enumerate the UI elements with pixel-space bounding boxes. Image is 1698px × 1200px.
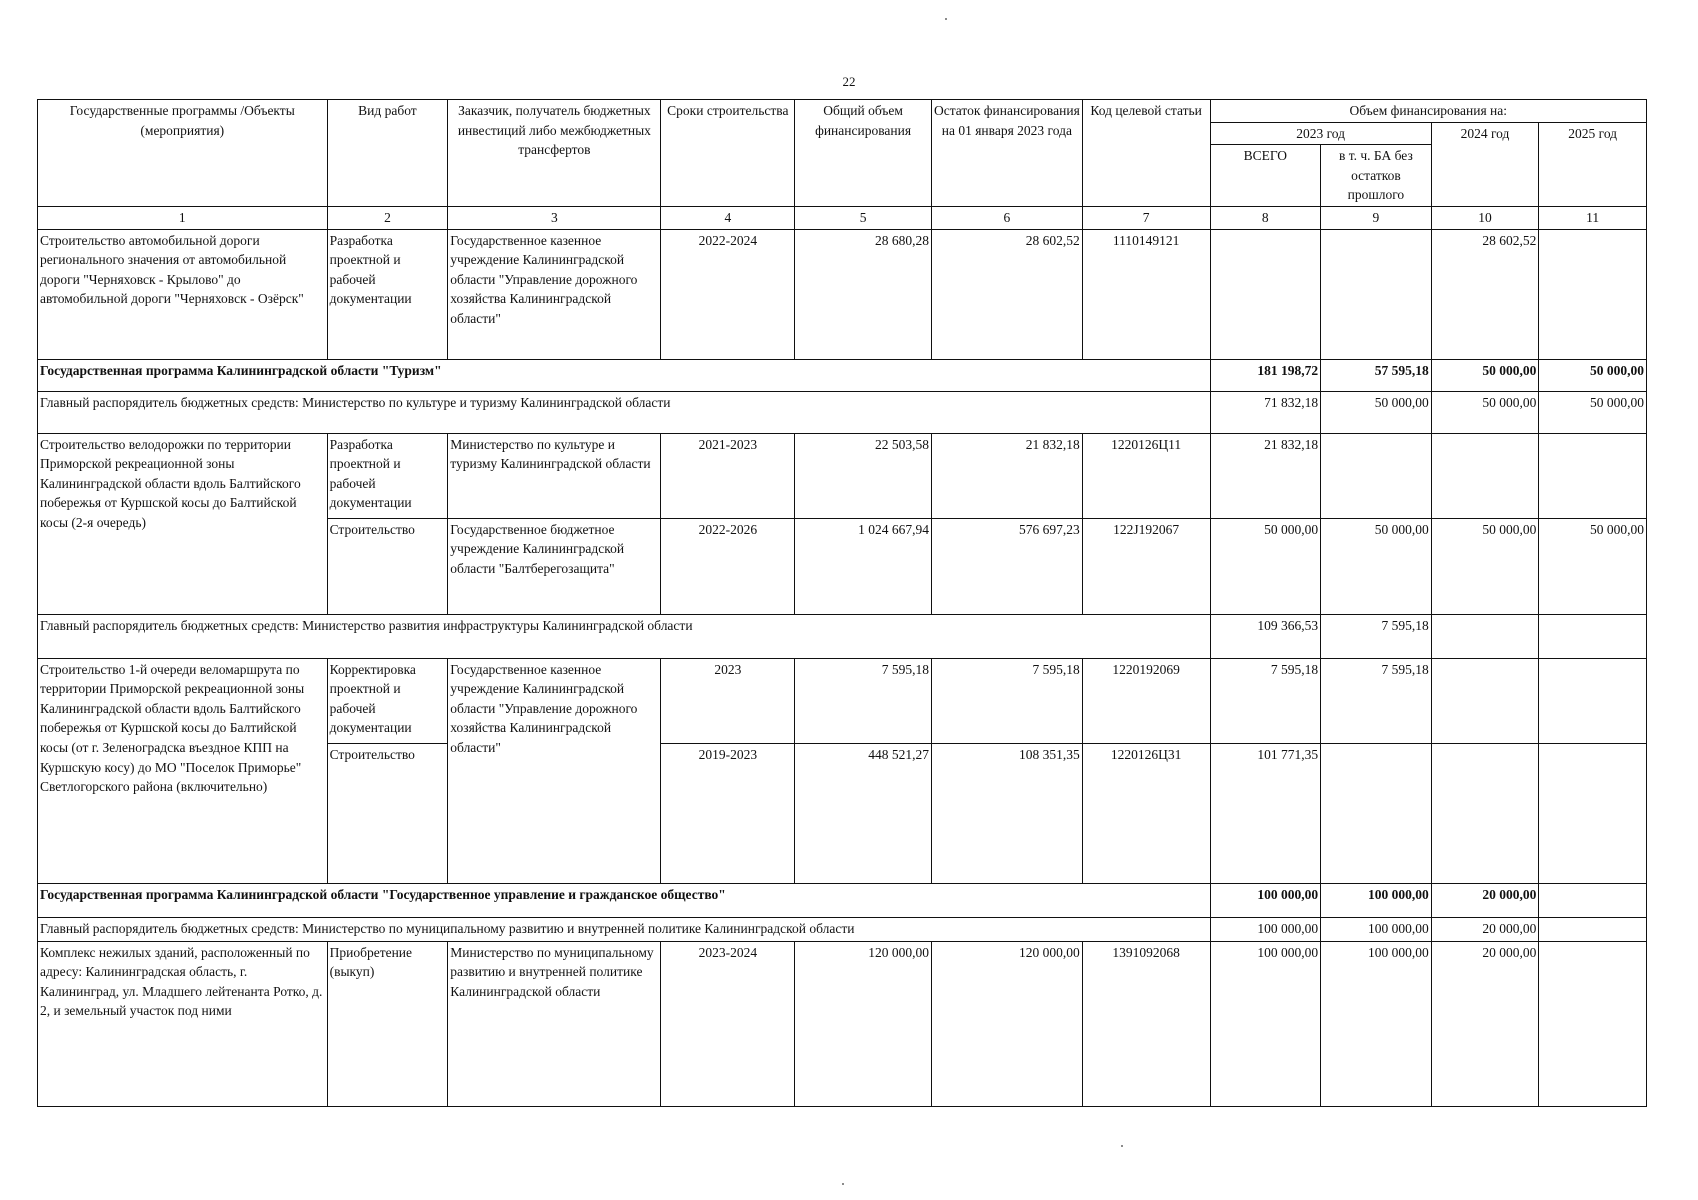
scan-speck	[1121, 1145, 1123, 1147]
budget-table	[37, 99, 1647, 1107]
ministry-title: Главный распорядитель бюджетных средств: Министерство по культуре и туризму Калининградской области	[38, 391, 1211, 433]
value-2024	[1431, 658, 1539, 743]
column-number: 10	[1431, 207, 1539, 230]
header-objects: Государственные программы /Объекты (мероприятия)	[38, 100, 328, 207]
value-2023-ba: 57 595,18	[1321, 359, 1432, 391]
column-number: 5	[795, 207, 932, 230]
object-name: Комплекс нежилых зданий, расположенный по адресу: Калининградская область, г. Калининград, ул. Младшего лейтенанта Ротко, д. 2, и земельный участок под ними	[38, 941, 328, 1106]
object-name: Строительство велодорожки по территории Приморской рекреационной зоны Калининградской области вдоль Балтийского побережья от Куршской косы до Балтийской косы (2-я очередь)	[38, 433, 328, 614]
value-2024: 20 000,00	[1431, 917, 1539, 941]
program-title: Государственная программа Калининградской области "Государственное управление и гражданское общество"	[38, 883, 1211, 917]
value-2023: 7 595,18	[1210, 658, 1321, 743]
value-2023-ba: 100 000,00	[1321, 917, 1432, 941]
scan-speck	[945, 18, 947, 20]
value-2024: 20 000,00	[1431, 941, 1539, 1106]
header-target-code: Код целевой статьи	[1082, 100, 1210, 207]
column-number: 8	[1210, 207, 1321, 230]
value-2024: 50 000,00	[1431, 518, 1539, 614]
value-2024	[1431, 743, 1539, 883]
value-2025	[1539, 941, 1647, 1106]
header-funding-group: Объем финансирования на:	[1210, 100, 1647, 123]
value-2025: 50 000,00	[1539, 359, 1647, 391]
target-code: 122J192067	[1082, 518, 1210, 614]
value-2023: 181 198,72	[1210, 359, 1321, 391]
object-name: Строительство 1-й очереди веломаршрута по территории Приморской рекреационной зоны Калининградской области вдоль Балтийского побережья от Куршской косы до Балтийской косы (от г. Зеленоградска въездное КПП на Куршскую косу) до МО "Поселок Приморье" Светлогорского района (включительно)	[38, 658, 328, 883]
period: 2022-2024	[661, 229, 795, 359]
target-code: 1220192069	[1082, 658, 1210, 743]
value-2023: 100 000,00	[1210, 917, 1321, 941]
program-row	[38, 883, 1647, 917]
remaining: 120 000,00	[931, 941, 1082, 1106]
value-2023-ba: 100 000,00	[1321, 883, 1432, 917]
header-year-2025: 2025 год	[1539, 122, 1647, 207]
header-year-2023: 2023 год	[1210, 122, 1431, 145]
column-number: 3	[448, 207, 661, 230]
value-2023	[1210, 229, 1321, 359]
remaining: 108 351,35	[931, 743, 1082, 883]
column-number: 2	[327, 207, 448, 230]
value-2024: 50 000,00	[1431, 391, 1539, 433]
value-2025: 50 000,00	[1539, 391, 1647, 433]
value-2023-ba: 7 595,18	[1321, 658, 1432, 743]
period: 2021-2023	[661, 433, 795, 518]
header-incl-ba: в т. ч. БА без остатков прошлого	[1321, 145, 1432, 207]
work-type: Строительство	[327, 518, 448, 614]
period: 2023-2024	[661, 941, 795, 1106]
work-type: Разработка проектной и рабочей документации	[327, 433, 448, 518]
total-volume: 1 024 667,94	[795, 518, 932, 614]
ministry-row	[38, 917, 1647, 941]
ministry-row	[38, 391, 1647, 433]
target-code: 1220126Ц11	[1082, 433, 1210, 518]
customer: Государственное казенное учреждение Калининградской области "Управление дорожного хозяйства Калининградской области"	[448, 229, 661, 359]
value-2025	[1539, 917, 1647, 941]
value-2023-ba	[1321, 433, 1432, 518]
period: 2023	[661, 658, 795, 743]
work-type: Корректировка проектной и рабочей документации	[327, 658, 448, 743]
header-work-type: Вид работ	[327, 100, 448, 207]
table-row	[38, 433, 1647, 518]
value-2023: 71 832,18	[1210, 391, 1321, 433]
remaining: 7 595,18	[931, 658, 1082, 743]
work-type: Приобретение (выкуп)	[327, 941, 448, 1106]
value-2025	[1539, 658, 1647, 743]
header-total-volume: Общий объем финансирования	[795, 100, 932, 207]
total-volume: 28 680,28	[795, 229, 932, 359]
program-title: Государственная программа Калининградской области "Туризм"	[38, 359, 1211, 391]
target-code: 1110149121	[1082, 229, 1210, 359]
ministry-title: Главный распорядитель бюджетных средств: Министерство по муниципальному развитию и внутренней политике Калининградской области	[38, 917, 1211, 941]
target-code: 1391092068	[1082, 941, 1210, 1106]
scan-speck	[842, 1183, 844, 1185]
value-2023-ba	[1321, 229, 1432, 359]
value-2023-ba: 100 000,00	[1321, 941, 1432, 1106]
column-number: 7	[1082, 207, 1210, 230]
remaining: 28 602,52	[931, 229, 1082, 359]
remaining: 576 697,23	[931, 518, 1082, 614]
value-2024: 20 000,00	[1431, 883, 1539, 917]
page-number: 22	[842, 74, 856, 89]
total-volume: 22 503,58	[795, 433, 932, 518]
column-number: 9	[1321, 207, 1432, 230]
value-2025	[1539, 433, 1647, 518]
value-2025	[1539, 229, 1647, 359]
ministry-title: Главный распорядитель бюджетных средств: Министерство развития инфраструктуры Калининградской области	[38, 614, 1211, 658]
total-volume: 448 521,27	[795, 743, 932, 883]
header-year-2024: 2024 год	[1431, 122, 1539, 207]
value-2024: 50 000,00	[1431, 359, 1539, 391]
value-2023-ba: 7 595,18	[1321, 614, 1432, 658]
value-2025	[1539, 614, 1647, 658]
value-2023: 101 771,35	[1210, 743, 1321, 883]
column-number: 1	[38, 207, 328, 230]
object-name: Строительство автомобильной дороги регионального значения от автомобильной дороги "Черняховск - Крылово" до автомобильной дороги "Черняховск - Озёрск"	[38, 229, 328, 359]
value-2023: 50 000,00	[1210, 518, 1321, 614]
column-number-row	[38, 207, 1647, 230]
header-total-2023: ВСЕГО	[1210, 145, 1321, 207]
value-2025: 50 000,00	[1539, 518, 1647, 614]
program-row	[38, 359, 1647, 391]
total-volume: 7 595,18	[795, 658, 932, 743]
remaining: 21 832,18	[931, 433, 1082, 518]
customer: Министерство по муниципальному развитию и внутренней политике Калининградской области	[448, 941, 661, 1106]
header-remaining: Остаток финансирования на 01 января 2023 года	[931, 100, 1082, 207]
value-2025	[1539, 883, 1647, 917]
value-2024	[1431, 433, 1539, 518]
total-volume: 120 000,00	[795, 941, 932, 1106]
header-customer: Заказчик, получатель бюджетных инвестиций либо межбюджетных трансфертов	[448, 100, 661, 207]
customer: Государственное казенное учреждение Калининградской области "Управление дорожного хозяйства Калининградской области"	[448, 658, 661, 883]
ministry-row	[38, 614, 1647, 658]
table-row	[38, 229, 1647, 359]
value-2023-ba: 50 000,00	[1321, 391, 1432, 433]
period: 2019-2023	[661, 743, 795, 883]
value-2024: 28 602,52	[1431, 229, 1539, 359]
customer: Государственное бюджетное учреждение Калининградской области "Балтберегозащита"	[448, 518, 661, 614]
table-row	[38, 658, 1647, 743]
column-number: 11	[1539, 207, 1647, 230]
value-2024	[1431, 614, 1539, 658]
value-2023-ba: 50 000,00	[1321, 518, 1432, 614]
table-row	[38, 941, 1647, 1106]
column-number: 6	[931, 207, 1082, 230]
value-2023: 21 832,18	[1210, 433, 1321, 518]
target-code: 1220126Ц31	[1082, 743, 1210, 883]
value-2023: 109 366,53	[1210, 614, 1321, 658]
value-2023: 100 000,00	[1210, 883, 1321, 917]
customer: Министерство по культуре и туризму Калининградской области	[448, 433, 661, 518]
column-number: 4	[661, 207, 795, 230]
value-2025	[1539, 743, 1647, 883]
work-type: Строительство	[327, 743, 448, 883]
work-type: Разработка проектной и рабочей документации	[327, 229, 448, 359]
value-2023: 100 000,00	[1210, 941, 1321, 1106]
header-period: Сроки строительства	[661, 100, 795, 207]
value-2023-ba	[1321, 743, 1432, 883]
period: 2022-2026	[661, 518, 795, 614]
